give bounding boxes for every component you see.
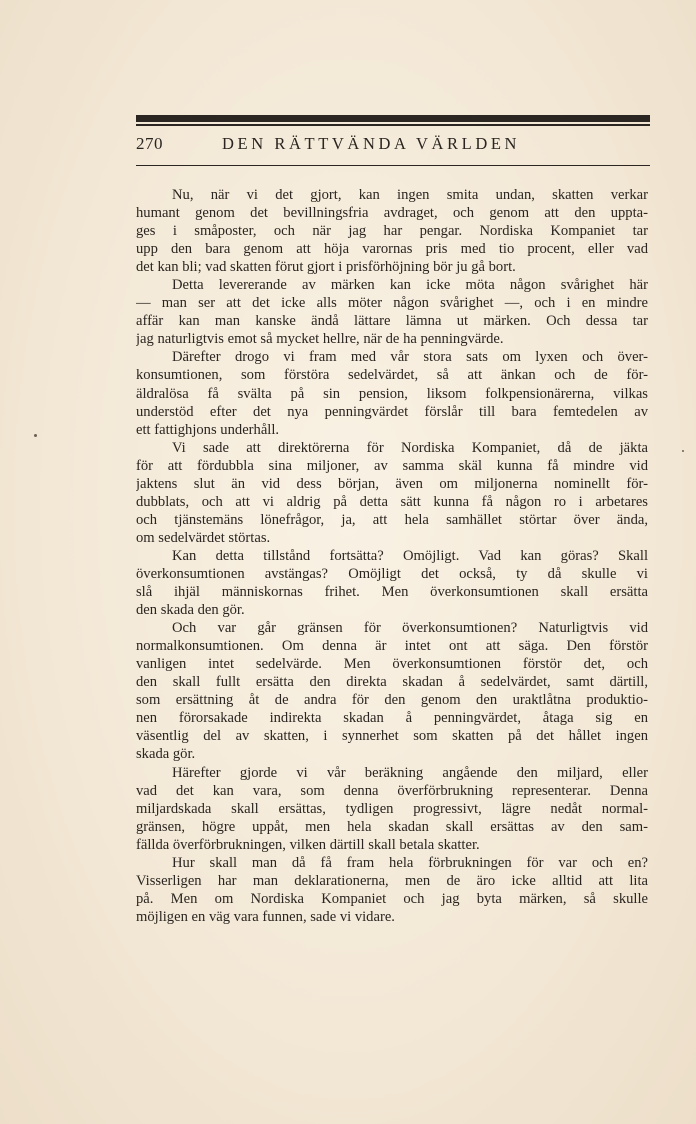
- text-line: äldralösa få svälta på sin pension, liksom folkpensionärerna, vilkas: [136, 385, 648, 402]
- text-line: jaktens slut än vid dess början, även om miljonerna nominellt för-: [136, 475, 648, 492]
- text-line: Hur skall man då få fram hela förbrukningen för var och en?: [172, 854, 648, 871]
- text-line: understöd efter det nya penningvärdet förslår till bara femtedelen av: [136, 403, 648, 420]
- text-line: vanligen intet sedelvärde. Men överkonsumtionen förstör det, och: [136, 656, 648, 673]
- text-line: normalkonsumtionen. Om denna är intet ont att säga. Den förstör: [136, 638, 648, 655]
- text-line: Vi sade att direktörerna för Nordiska Kompaniet, då de jäkta: [172, 439, 648, 456]
- text-line: nen förorsakade indirekta skadan å penningvärdet, åtaga sig en: [136, 710, 648, 727]
- text-line: Därefter drogo vi fram med vår stora sats om lyxen och över-: [172, 349, 648, 366]
- text-line: upp den bara genom att höja varornas pris med tio procent, eller vad: [136, 241, 648, 258]
- body-text: [136, 186, 648, 926]
- header-thin-rule: [136, 124, 650, 126]
- text-line: fällda överförbrukningen, vilken därtill skall betala skatter.: [136, 836, 480, 853]
- text-line: humant genom det bevillningsfria avdraget, och genom att den uppta-: [136, 205, 648, 222]
- running-head: DEN RÄTTVÄNDA VÄRLDEN: [222, 134, 521, 153]
- text-line: den skada den gör.: [136, 602, 245, 619]
- text-line: det kan bli; vad skatten förut gjort i prisförhöjning bör ju gå bort.: [136, 259, 516, 276]
- page-number: 270: [136, 134, 163, 153]
- text-line: för att fördubbla sina miljoner, av samma skäl kunna få mindre vid: [136, 457, 648, 474]
- header-thick-rule: [136, 115, 650, 122]
- text-line: den skall fullt ersätta den direkta skadan å sedelvärdet, samt därtill,: [136, 674, 648, 691]
- text-line: Nu, när vi det gjort, kan ingen smita undan, skatten verkar: [172, 187, 648, 203]
- header-bottom-rule: [136, 165, 650, 166]
- text-line: möjligen en väg vara funnen, sade vi vidare.: [136, 908, 395, 925]
- page-header: [136, 134, 650, 160]
- text-line: Kan detta tillstånd fortsätta? Omöjligt. Vad kan göras? Skall: [172, 547, 648, 564]
- text-line: slå ihjäl människornas frihet. Men överkonsumtionen skall ersätta: [136, 584, 648, 601]
- text-line: ett fattighjons underhåll.: [136, 421, 280, 438]
- text-line: ges i småposter, och när jag har pengar. Nordiska Kompaniet tar: [136, 223, 648, 240]
- text-line: Detta levererande av märken kan icke möta någon svårighet här: [172, 277, 648, 294]
- text-line: på. Men om Nordiska Kompaniet och jag byta märken, så skulle: [136, 890, 648, 907]
- text-line: Och var går gränsen för överkonsumtionen? Naturligtvis vid: [172, 620, 648, 637]
- text-line: dubblats, och att vi aldrig på detta sätt kunna få någon ro i arbetares: [136, 493, 648, 510]
- text-line: och tjänstemäns lönefrågor, ja, att hela samhället störtar över ända,: [136, 511, 648, 528]
- text-line: miljardskada skall ersättas, tydligen progressivt, lägre nedåt normal-: [136, 800, 648, 817]
- text-line: väsentlig del av skatten, i synnerhet som skatten på det hållet ingen: [136, 728, 648, 745]
- text-line: konsumtionen, som förstöra sedelvärdet, så att änkan och de för-: [136, 367, 648, 384]
- paper-speck: [682, 450, 684, 452]
- text-line: skada gör.: [136, 746, 196, 763]
- text-line: gränsen, högre uppåt, men hela skadan skall ersättas av den sam-: [136, 818, 648, 835]
- text-line: — man ser att det icke alls möter någon svårighet —, och i en mindre: [136, 295, 648, 312]
- text-line: jag naturligtvis emot så mycket hellre, när de ha penningvärde.: [136, 331, 504, 348]
- text-line: vad det kan vara, som denna överförbrukning representerar. Denna: [136, 782, 648, 799]
- text-line: om sedelvärdet störtas.: [136, 529, 271, 546]
- text-line: Härefter gjorde vi vår beräkning angående den miljard, eller: [172, 764, 648, 781]
- text-line: som ersättning åt de andra för den genom den uraktlåtna produktio-: [136, 692, 648, 709]
- text-line: Visserligen har man deklarationerna, men de äro icke alltid att lita: [136, 872, 648, 889]
- text-line: affär kan man kanske ändå lättare lämna ut märken. Och dessa tar: [136, 313, 648, 330]
- paper-speck: [34, 434, 37, 437]
- text-line: överkonsumtionen avstängas? Omöjligt det också, ty då skulle vi: [136, 565, 648, 582]
